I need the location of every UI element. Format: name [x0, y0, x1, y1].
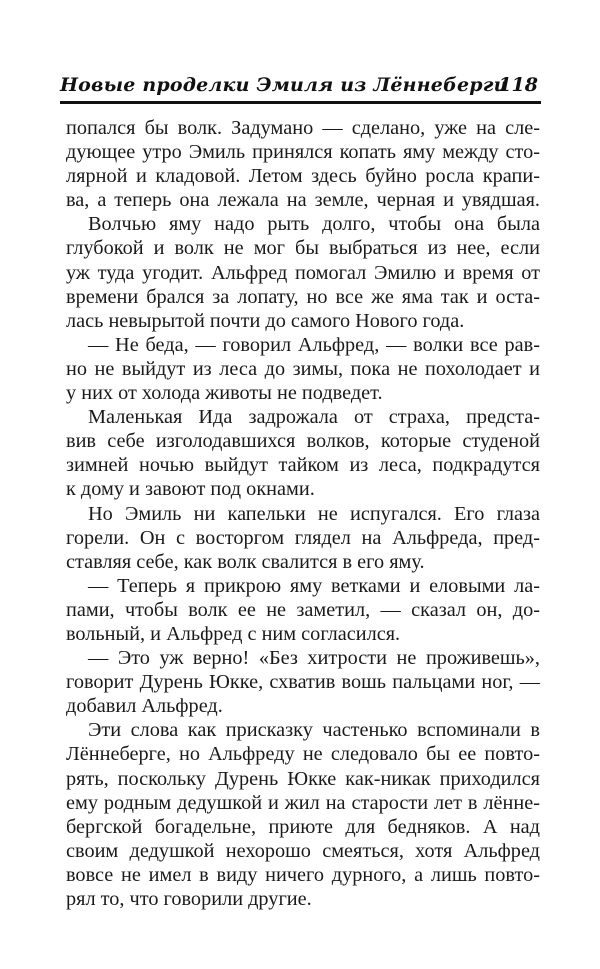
- text-line: времени брался за лопату, но все же яма так и оста-: [66, 285, 540, 308]
- text-line: ва, а теперь она лежала на земле, черная и увядшая.: [66, 189, 540, 212]
- text-line: говорит Дурень Юкке, схватив вошь пальцами ног, —: [66, 671, 540, 694]
- text-line: своим дедушкой нехорошо смеяться, хотя Альфред: [66, 839, 540, 862]
- running-header: [60, 72, 540, 102]
- text-line: горели. Он с восторгом глядел на Альфреда, пред-: [66, 526, 540, 549]
- text-line: пами, чтобы волк ее не заметил, — сказал он, до-: [66, 598, 540, 621]
- text-line: лась невырытой почти до самого Нового года.: [66, 309, 465, 332]
- header-rule: [60, 101, 541, 104]
- running-title: Новые проделки Эмиля из Лённеберги: [60, 74, 508, 96]
- text-line: вив себе изголодавшихся волков, которые студеной: [66, 430, 540, 453]
- text-line: Эти слова как присказку частенько вспоминали в: [88, 719, 540, 742]
- text-line: рял то, что говорили другие.: [66, 888, 312, 910]
- text-line: добавил Альфред.: [66, 695, 223, 718]
- text-line: лярной и кладовой. Летом здесь буйно росла крапи-: [66, 165, 540, 188]
- text-line: вовсе не имел в виду ничего дурного, а лишь повто-: [66, 863, 540, 886]
- text-line: у них от холода животы не подведет.: [66, 382, 383, 405]
- text-line: но не выйдут из леса до зимы, пока не похолодает и: [66, 357, 540, 380]
- text-line: ему родным дедушкой и жил на старости лет в лённе-: [66, 791, 540, 814]
- text-line: к дому и завоют под окнами.: [66, 478, 315, 501]
- text-line: бергской богадельне, приюте для бедняков. А над: [66, 815, 540, 838]
- text-line: — Не беда, — говорил Альфред, — волки все рав-: [88, 333, 540, 356]
- text-line: Но Эмиль ни капельки не испугался. Его глаза: [88, 502, 540, 525]
- text-line: рять, поскольку Дурень Юкке как-никак приходился: [66, 767, 540, 790]
- body-text: [66, 116, 540, 911]
- text-line: зимней ночью выйдут тайком из леса, подкрадутся: [66, 454, 540, 477]
- text-line: глубокой и волк не мог бы выбраться из нее, если: [66, 237, 540, 260]
- text-line: вольный, и Альфред с ним согласился.: [66, 622, 401, 645]
- text-line: Лённеберге, но Альфреду не следовало бы ее повто-: [66, 743, 540, 766]
- text-line: — Это уж верно! «Без хитрости не проживешь»,: [88, 647, 540, 670]
- text-line: ставляя себе, как волк свалится в его яму.: [66, 550, 425, 573]
- text-line: дующее утро Эмиль принялся копать яму между сто-: [66, 141, 540, 164]
- text-line: уж туда угодит. Альфред помогал Эмилю и время от: [66, 261, 540, 284]
- text-line: Маленькая Ида задрожала от страха, предста-: [88, 406, 540, 429]
- text-line: попался бы волк. Задумано — сделано, уже на сле-: [66, 117, 540, 139]
- text-line: — Теперь я прикрою яму ветками и еловыми ла-: [88, 574, 540, 597]
- text-line: Волчью яму надо рыть долго, чтобы она была: [88, 213, 540, 236]
- page-number: 118: [498, 74, 538, 96]
